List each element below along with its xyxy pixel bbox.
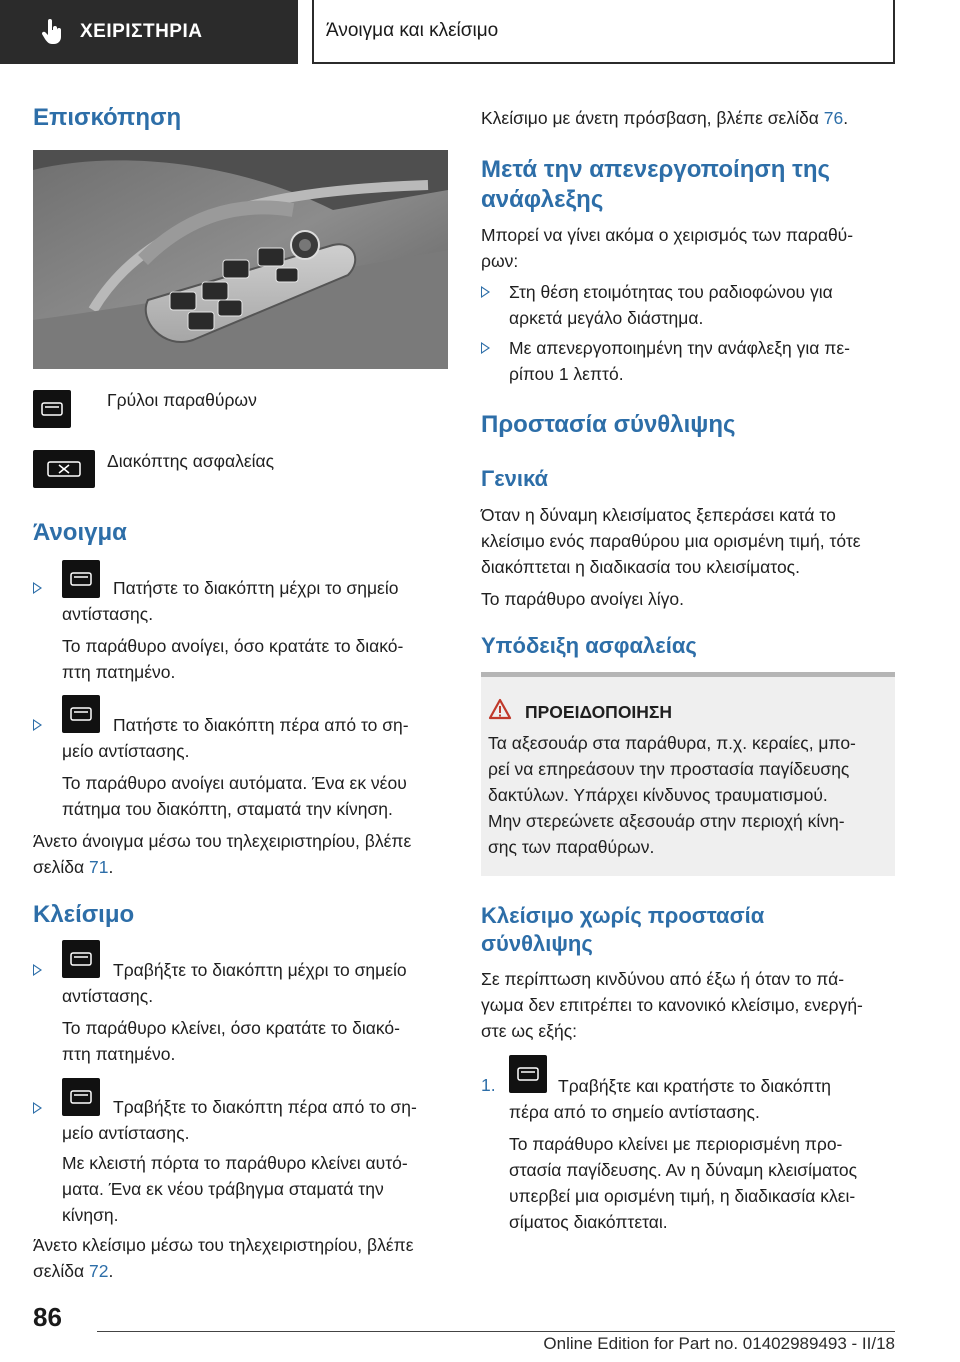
open-item-2-l3: πάτημα του διακόπτη, σταματά την κίνηση.	[62, 799, 393, 819]
close-item-2-l2: Με κλειστή πόρτα το παράθυρο κλείνει αυτό-	[62, 1153, 408, 1173]
no-pinch-line-3: στε ως εξής:	[481, 1021, 578, 1041]
no-pinch-line-1: Σε περίπτωση κινδύνου από έξω ή όταν το πά-	[481, 969, 845, 989]
close-item-2-lead: Τραβήξτε το διακόπτη πέρα από το ση-	[113, 1097, 417, 1117]
pinch-protection-heading: Προστασία σύνθλιψης	[481, 411, 736, 438]
bullet-triangle-icon	[33, 719, 42, 731]
safety-switch-icon	[33, 450, 95, 488]
no-pinch-line-2: γωμα δεν επιτρέπει το κανονικό κλείσιμο, ενεργή-	[481, 995, 863, 1015]
step-number: 1.	[481, 1075, 496, 1095]
close-item-2-l4: κίνηση.	[62, 1205, 119, 1225]
step-line-3: στασία παγίδευσης. Αν η δύναμη κλεισίματος	[509, 1160, 858, 1180]
open-item-1-lead: Πατήστε το διακόπτη μέχρι το σημείο	[113, 578, 399, 598]
after-item-2-l1: Με απενεργοποιημένη την ανάφλεξη για πε-	[509, 338, 850, 358]
step-lead: Τραβήξτε και κρατήστε το διακόπτη	[558, 1076, 831, 1096]
after-ignition-heading-2: ανάφλεξης	[481, 186, 604, 213]
close-item-1-lead: Τραβήξτε το διακόπτη μέχρι το σημείο	[113, 960, 407, 980]
header-chapter-label: Άνοιγμα και κλείσιμο	[326, 20, 499, 41]
close-remote-line2: σελίδα 72.	[33, 1261, 114, 1281]
overview-heading: Επισκόπηση	[33, 104, 182, 131]
bullet-triangle-icon	[33, 582, 42, 594]
window-switch-icon	[509, 1055, 547, 1093]
after-item-1-l1: Στη θέση ετοιμότητας του ραδιοφώνου για	[509, 282, 833, 302]
after-intro-2: ρων:	[481, 251, 519, 271]
step-line-5: σίματος διακόπτεται.	[509, 1212, 668, 1232]
open-item-2-l2: Το παράθυρο ανοίγει αυτόματα. Ένα εκ νέου	[62, 773, 407, 793]
window-switch-icon	[62, 1078, 100, 1116]
safety-note-heading: Υπόδειξη ασφαλείας	[481, 633, 697, 658]
close-heading: Κλείσιμο	[33, 901, 135, 928]
open-remote-line1: Άνετο άνοιγμα μέσω του τηλεχειριστηρίου, βλέπε	[33, 831, 412, 851]
legend-label-window-switch: Γρύλοι παραθύρων	[107, 390, 257, 410]
close-item-1-cont: αντίστασης.	[62, 986, 154, 1006]
bullet-triangle-icon	[481, 286, 490, 298]
after-item-2-l2: ρίπου 1 λεπτό.	[509, 364, 624, 384]
window-switch-icon	[33, 390, 71, 428]
open-item-1-cont: αντίστασης.	[62, 604, 154, 624]
close-remote-page-link[interactable]: 72	[88, 1261, 109, 1281]
close-item-1-l3: πτη πατημένο.	[62, 1044, 176, 1064]
after-item-1-l2: αρκετά μεγάλο διάστημα.	[509, 308, 704, 328]
open-item-1-l2: Το παράθυρο ανοίγει, όσο κρατάτε το διακό-	[62, 636, 404, 656]
comfort-page-link[interactable]: 76	[823, 108, 844, 128]
header-section-label: ΧΕΙΡΙΣΤΗΡΙΑ	[80, 21, 203, 42]
door-switch-photo	[33, 150, 448, 369]
footer-edition: Online Edition for Part no. 01402989493 - II/18	[543, 1334, 895, 1353]
pointing-hand-icon	[42, 19, 64, 45]
step-line-2: Το παράθυρο κλείνει με περιορισμένη προ-	[509, 1134, 843, 1154]
warning-triangle-icon	[488, 698, 512, 720]
bullet-triangle-icon	[481, 342, 490, 354]
after-intro-1: Μπορεί να γίνει ακόμα ο χειρισμός των παραθύ-	[481, 225, 854, 245]
general-line-4: Το παράθυρο ανοίγει λίγο.	[481, 589, 685, 609]
header-section-tab	[0, 0, 298, 64]
window-switch-icon	[62, 695, 100, 733]
step-cont: πέρα από το σημείο αντίστασης.	[509, 1102, 760, 1122]
window-switch-icon	[62, 560, 100, 598]
open-item-2-lead: Πατήστε το διακόπτη πέρα από το ση-	[113, 715, 409, 735]
close-item-1-l2: Το παράθυρο κλείνει, όσο κρατάτε το διακό-	[62, 1018, 400, 1038]
open-item-2-cont: μείο αντίστασης.	[62, 741, 190, 761]
general-heading: Γενικά	[481, 466, 549, 491]
legend-label-safety-switch: Διακόπτης ασφαλείας	[107, 451, 275, 471]
comfort-close-text: Κλείσιμο με άνετη πρόσβαση, βλέπε σελίδα 76.	[481, 108, 849, 128]
open-remote-line2: σελίδα 71.	[33, 857, 114, 877]
step-line-4: υπερβεί μια ορισμένη τιμή, η διαδικασία κλει-	[509, 1186, 856, 1206]
window-switch-icon	[62, 940, 100, 978]
close-item-2-l3: ματα. Ένα εκ νέου τράβηγμα σταματά την	[62, 1179, 384, 1199]
warning-title: ΠΡΟΕΙΔΟΠΟΙΗΣΗ	[525, 702, 673, 722]
bullet-triangle-icon	[33, 964, 42, 976]
no-pinch-heading-1: Κλείσιμο χωρίς προστασία	[481, 903, 765, 928]
warning-line-4: Μην στερεώνετε αξεσουάρ στην περιοχή κίνη-	[488, 811, 845, 831]
warning-line-3: δακτύλων. Υπάρχει κίνδυνος τραυματισμού.	[488, 785, 828, 805]
close-item-2-cont: μείο αντίστασης.	[62, 1123, 190, 1143]
page-number: 86	[33, 1302, 62, 1332]
general-line-3: διακόπτεται η διαδικασία του κλεισίματος.	[481, 557, 800, 577]
open-item-1-l3: πτη πατημένο.	[62, 662, 176, 682]
general-line-2: κλείσιμο ενός παραθύρου μια ορισμένη τιμή, τότε	[481, 531, 861, 551]
bullet-triangle-icon	[33, 1102, 42, 1114]
after-ignition-heading-1: Μετά την απενεργοποίηση της	[481, 156, 830, 183]
open-heading: Άνοιγμα	[33, 519, 127, 546]
header-chapter	[312, 0, 895, 64]
general-line-1: Όταν η δύναμη κλεισίματος ξεπεράσει κατά το	[481, 505, 836, 525]
no-pinch-heading-2: σύνθλιψης	[481, 931, 593, 956]
warning-line-5: σης των παραθύρων.	[488, 837, 655, 857]
close-remote-line1: Άνετο κλείσιμο μέσω του τηλεχειριστηρίου, βλέπε	[33, 1235, 414, 1255]
open-remote-page-link[interactable]: 71	[88, 857, 109, 877]
warning-line-2: ρεί να επηρεάσουν την προστασία παγίδευσης	[488, 759, 850, 779]
footer-divider	[97, 1331, 895, 1332]
warning-line-1: Τα αξεσουάρ στα παράθυρα, π.χ. κεραίες, μπο-	[488, 733, 856, 753]
